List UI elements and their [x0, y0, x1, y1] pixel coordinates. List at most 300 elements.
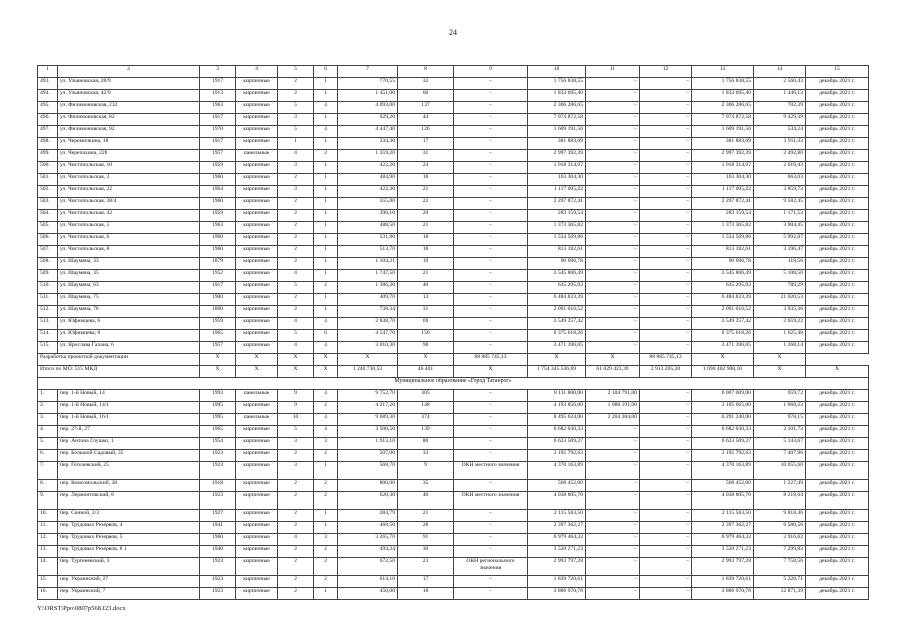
- table-cell: кирпичные: [236, 294, 278, 306]
- table-cell: 21 020,53: [754, 294, 806, 306]
- table-cell: 2 091 016,52: [692, 306, 754, 318]
- table-cell: 1: [314, 114, 338, 126]
- column-number-cell: 13: [692, 66, 754, 78]
- table-cell: 9 582,45: [754, 198, 806, 210]
- table-cell: 2: [278, 78, 314, 90]
- table-cell: пер. Большой Садовый, 35: [58, 450, 200, 462]
- table-cell: –: [454, 234, 528, 246]
- table-cell: 1959: [200, 210, 236, 222]
- table-cell: 3 806 970,78: [692, 588, 754, 600]
- table-cell: 1923: [200, 450, 236, 462]
- table-row: [38, 246, 869, 258]
- table-cell: –: [640, 462, 692, 480]
- table-cell: –: [640, 174, 692, 186]
- table-cell: 1: [314, 246, 338, 258]
- table-cell: декабрь 2021 г.: [806, 576, 869, 588]
- table-cell: 2 306 286,65: [528, 102, 586, 114]
- table-cell: 495.: [38, 102, 58, 114]
- table-cell: 3 105 665,00: [692, 402, 754, 414]
- table-cell: 9: [278, 390, 314, 402]
- table-cell: 4 038 805,70: [692, 492, 754, 510]
- table-row: [38, 330, 869, 342]
- table-cell: 21: [398, 222, 454, 234]
- table-cell: 10: [278, 414, 314, 426]
- table-cell: 635 205,03: [692, 282, 754, 294]
- table-cell: ОКН местного значения: [454, 462, 528, 480]
- table-cell: 3 806 970,78: [528, 588, 586, 600]
- table-cell: пер. Тургеневский, 3: [58, 558, 200, 576]
- table-cell: 2.: [38, 402, 58, 414]
- table-cell: 2: [278, 246, 314, 258]
- table-cell: кирпичные: [236, 330, 278, 342]
- table-cell: 1: [314, 78, 338, 90]
- table-cell: 770,55: [338, 78, 398, 90]
- table-row: [38, 294, 869, 306]
- table-cell: X: [314, 366, 338, 378]
- table-cell: 2: [278, 522, 314, 534]
- table-cell: декабрь 2021 г.: [806, 318, 869, 330]
- table-cell: 929,20: [338, 114, 398, 126]
- table-cell: 509.: [38, 270, 58, 282]
- table-cell: –: [586, 450, 640, 462]
- table-cell: 2: [314, 480, 338, 492]
- table-cell: 17: [398, 138, 454, 150]
- column-number-cell: 3: [200, 66, 236, 78]
- table-cell: декабрь 2021 г.: [806, 294, 869, 306]
- table-cell: 1913: [200, 90, 236, 102]
- table-cell: 1 018 314,07: [528, 162, 586, 174]
- table-cell: 800,60: [338, 480, 398, 492]
- column-number-cell: 8: [398, 66, 454, 78]
- table-cell: –: [640, 480, 692, 492]
- table-row: [38, 462, 869, 480]
- table-cell: декабрь 2021 г.: [806, 258, 869, 270]
- table-cell: 7.: [38, 462, 58, 480]
- table-cell: 6 291 240,00: [692, 414, 754, 426]
- table-cell: 1: [314, 186, 338, 198]
- table-cell: пер. Трудовых Резервов, 5: [58, 534, 200, 546]
- table-cell: 2 560,43: [754, 78, 806, 90]
- table-row: [38, 480, 869, 492]
- table-cell: –: [586, 270, 640, 282]
- table-cell: 3 859,73: [754, 186, 806, 198]
- table-cell: 3: [278, 162, 314, 174]
- table-cell: декабрь 2021 г.: [806, 510, 869, 522]
- table-row: [38, 402, 869, 414]
- table-cell: –: [454, 186, 528, 198]
- table-cell: 3 904,45: [754, 222, 806, 234]
- table-cell: кирпичные: [236, 342, 278, 354]
- table-cell: 1: [314, 588, 338, 600]
- table-cell: декабрь 2021 г.: [806, 438, 869, 450]
- table-cell: 2 297 872,41: [528, 198, 586, 210]
- table-cell: пер. Лермонтовский, 8: [58, 492, 200, 510]
- table-cell: 1 609 191,56: [692, 126, 754, 138]
- table-cell: –: [586, 480, 640, 492]
- table-row: [38, 414, 869, 426]
- table-row: [38, 390, 869, 402]
- table-cell: кирпичные: [236, 534, 278, 546]
- column-number-cell: 6: [314, 66, 338, 78]
- table-cell: 4 193 856,00: [528, 402, 586, 414]
- table-cell: декабрь 2021 г.: [806, 546, 869, 558]
- table-cell: 1 833 695,40: [528, 90, 586, 102]
- table-row: [38, 510, 869, 522]
- table-cell: 11.: [38, 522, 58, 534]
- table-cell: 21: [398, 270, 454, 282]
- table-row: [38, 342, 869, 354]
- table-cell: пер. 1-й Новый, 14: [58, 390, 200, 402]
- table-cell: 1 171,53: [754, 210, 806, 222]
- table-cell: –: [586, 510, 640, 522]
- table-cell: декабрь 2021 г.: [806, 414, 869, 426]
- table-cell: 422,30: [338, 186, 398, 198]
- table-cell: 2 397 362,27: [528, 522, 586, 534]
- table-cell: кирпичные: [236, 546, 278, 558]
- table-cell: 1917: [200, 138, 236, 150]
- table-cell: 959,72: [754, 390, 806, 402]
- table-cell: кирпичные: [236, 198, 278, 210]
- table-cell: кирпичные: [236, 480, 278, 492]
- table-cell: –: [640, 246, 692, 258]
- table-cell: ул. Ярослава Галана, 6: [58, 342, 200, 354]
- table-cell: 1 747,50: [338, 270, 398, 282]
- table-cell: 3.: [38, 414, 58, 426]
- table-cell: 3: [278, 438, 314, 450]
- table-cell: кирпичные: [236, 186, 278, 198]
- table-cell: X: [338, 354, 398, 366]
- table-row: [38, 150, 869, 162]
- table-row: [38, 558, 869, 576]
- table-cell: декабрь 2021 г.: [806, 342, 869, 354]
- table-cell: 1960: [200, 174, 236, 186]
- table-cell: 8 218,64: [754, 492, 806, 510]
- table-cell: –: [454, 258, 528, 270]
- table-cell: 6 623 509,27: [692, 438, 754, 450]
- table-cell: –: [640, 522, 692, 534]
- table-cell: 10 055,60: [754, 462, 806, 480]
- table-cell: –: [586, 210, 640, 222]
- table-row: [38, 234, 869, 246]
- table-row: [38, 318, 869, 330]
- table-cell: –: [640, 114, 692, 126]
- table-cell: X: [692, 354, 754, 366]
- table-cell: кирпичные: [236, 138, 278, 150]
- section-row: [38, 378, 869, 390]
- table-cell: кирпичные: [236, 426, 278, 438]
- table-row: [38, 114, 869, 126]
- table-cell: 31: [398, 306, 454, 318]
- table-cell: –: [586, 234, 640, 246]
- table-cell: –: [454, 438, 528, 450]
- table-cell: –: [640, 534, 692, 546]
- table-cell: –: [454, 138, 528, 150]
- table-cell: 1 117 005,22: [692, 186, 754, 198]
- table-cell: ул. Филимоновская, 82: [58, 114, 200, 126]
- table-cell: 2: [278, 198, 314, 210]
- table-cell: 4 447,40: [338, 126, 398, 138]
- table-cell: –: [586, 462, 640, 480]
- table-cell: 1: [314, 90, 338, 102]
- table-cell: 4: [314, 318, 338, 330]
- table-cell: кирпичные: [236, 102, 278, 114]
- summary-label: Разработка проектной документации: [38, 354, 200, 366]
- table-cell: 5.: [38, 438, 58, 450]
- table-cell: –: [454, 306, 528, 318]
- table-cell: ул. Чистопольская, 38/4: [58, 198, 200, 210]
- table-cell: кирпичные: [236, 402, 278, 414]
- column-number-cell: 2: [58, 66, 200, 78]
- table-cell: 163 304,30: [528, 174, 586, 186]
- table-cell: 2 104 791,00: [586, 390, 640, 402]
- table-cell: 1923: [200, 576, 236, 588]
- table-cell: 22: [398, 198, 454, 210]
- table-cell: 2: [278, 588, 314, 600]
- table-cell: 3: [278, 114, 314, 126]
- table-cell: кирпичные: [236, 522, 278, 534]
- page-number: 24: [449, 28, 457, 37]
- table-cell: 20: [398, 210, 454, 222]
- table-cell: 2 993 797,28: [528, 558, 586, 576]
- table-cell: –: [586, 522, 640, 534]
- table-cell: декабрь 2021 г.: [806, 426, 869, 438]
- table-cell: –: [454, 90, 528, 102]
- table-cell: 305: [398, 390, 454, 402]
- table-cell: 33: [398, 450, 454, 462]
- table-cell: декабрь 2021 г.: [806, 126, 869, 138]
- table-cell: 1965: [200, 426, 236, 438]
- table-cell: 568 452,00: [528, 480, 586, 492]
- table-cell: 1995: [200, 414, 236, 426]
- table-cell: –: [454, 246, 528, 258]
- table-cell: X: [586, 354, 640, 366]
- table-cell: декабрь 2021 г.: [806, 186, 869, 198]
- table-cell: –: [454, 222, 528, 234]
- table-cell: кирпичные: [236, 234, 278, 246]
- table-cell: пер. 27-й, 27: [58, 426, 200, 438]
- table-cell: –: [586, 174, 640, 186]
- table-cell: 4: [314, 414, 338, 426]
- table-cell: 61 029 423,39: [586, 366, 640, 378]
- table-cell: 13.: [38, 546, 58, 558]
- table-cell: 98: [398, 342, 454, 354]
- table-cell: –: [640, 390, 692, 402]
- table-row: [38, 174, 869, 186]
- table-cell: 2 993 797,28: [692, 558, 754, 576]
- table-cell: 2: [278, 492, 314, 510]
- table-row: [38, 102, 869, 114]
- table-cell: –: [640, 450, 692, 462]
- table-cell: 3 500,50: [338, 426, 398, 438]
- table-row: [38, 438, 869, 450]
- table-cell: 9 818,46: [754, 510, 806, 522]
- table-cell: –: [640, 198, 692, 210]
- table-cell: 1 833 695,40: [692, 90, 754, 102]
- table-cell: 3 471 396,05: [692, 342, 754, 354]
- table-cell: 531,80: [338, 234, 398, 246]
- table-cell: декабрь 2021 г.: [806, 462, 869, 480]
- table-cell: –: [640, 294, 692, 306]
- table-row: [38, 546, 869, 558]
- table-cell: 484,90: [338, 174, 398, 186]
- table-row: [38, 198, 869, 210]
- table-cell: –: [640, 576, 692, 588]
- table-cell: 409,70: [338, 294, 398, 306]
- table-cell: –: [640, 318, 692, 330]
- table-cell: 2: [278, 174, 314, 186]
- table-cell: 1: [314, 510, 338, 522]
- table-cell: X: [454, 366, 528, 378]
- table-cell: 284,79: [338, 510, 398, 522]
- table-cell: 4: [278, 318, 314, 330]
- table-cell: ул. Чистопольская, 42: [58, 210, 200, 222]
- table-row: [38, 588, 869, 600]
- table-row: [38, 534, 869, 546]
- table-cell: декабрь 2021 г.: [806, 198, 869, 210]
- table-cell: 513,70: [338, 246, 398, 258]
- table-cell: 2: [314, 576, 338, 588]
- table-cell: –: [640, 138, 692, 150]
- table-cell: декабрь 2021 г.: [806, 246, 869, 258]
- table-cell: декабрь 2021 г.: [806, 534, 869, 546]
- table-cell: 3 471 396,05: [528, 342, 586, 354]
- table-cell: 1: [314, 294, 338, 306]
- summary-row: [38, 354, 869, 366]
- table-cell: кирпичные: [236, 510, 278, 522]
- table-row: [38, 522, 869, 534]
- table-cell: –: [640, 186, 692, 198]
- table-cell: –: [454, 450, 528, 462]
- table-cell: –: [586, 426, 640, 438]
- table-cell: –: [586, 162, 640, 174]
- table-cell: 2: [314, 450, 338, 462]
- table-cell: кирпичные: [236, 222, 278, 234]
- table-cell: 1 240 730,53: [338, 366, 398, 378]
- table-cell: 1 609 191,56: [528, 126, 586, 138]
- table-cell: –: [454, 162, 528, 174]
- table-cell: декабрь 2021 г.: [806, 138, 869, 150]
- table-cell: 502.: [38, 186, 58, 198]
- table-cell: ул. Филимоновская, 232: [58, 102, 200, 114]
- table-cell: –: [640, 270, 692, 282]
- table-cell: –: [586, 330, 640, 342]
- column-number-cell: 10: [528, 66, 586, 78]
- table-cell: 4.: [38, 426, 58, 438]
- table-cell: –: [640, 126, 692, 138]
- table-cell: 514.: [38, 330, 58, 342]
- table-row: [38, 186, 869, 198]
- table-cell: –: [640, 510, 692, 522]
- table-cell: кирпичные: [236, 114, 278, 126]
- column-number-cell: 7: [338, 66, 398, 78]
- table-cell: 1923: [200, 492, 236, 510]
- table-cell: 4 038 805,70: [528, 492, 586, 510]
- table-cell: –: [586, 546, 640, 558]
- table-cell: 7 407,96: [754, 450, 806, 462]
- table-cell: 1: [314, 522, 338, 534]
- table-cell: 8 495 624,00: [528, 414, 586, 426]
- table-row: [38, 306, 869, 318]
- column-number-cell: 9: [454, 66, 528, 78]
- table-cell: 511.: [38, 294, 58, 306]
- table-cell: 7 074 872,58: [528, 114, 586, 126]
- table-cell: 1: [314, 162, 338, 174]
- table-cell: –: [640, 78, 692, 90]
- table-cell: 1917: [200, 282, 236, 294]
- table-cell: 3: [314, 534, 338, 546]
- table-cell: ул. Черемичкина, 18: [58, 138, 200, 150]
- table-cell: 5: [278, 426, 314, 438]
- table-cell: ул. Шаумяна, 33: [58, 258, 200, 270]
- table-cell: 2: [278, 222, 314, 234]
- table-cell: 1952: [200, 270, 236, 282]
- table-cell: 234,30: [338, 138, 398, 150]
- table-cell: 494,24: [338, 546, 398, 558]
- table-cell: –: [586, 198, 640, 210]
- table-cell: 1923: [200, 462, 236, 480]
- table-cell: кирпичные: [236, 576, 278, 588]
- table-cell: 1: [314, 198, 338, 210]
- table-cell: пер. Комсомольский, 38: [58, 480, 200, 492]
- table-cell: –: [640, 150, 692, 162]
- table-cell: 2: [278, 306, 314, 318]
- table-cell: 7 074 872,58: [692, 114, 754, 126]
- table-cell: кирпичные: [236, 318, 278, 330]
- table-cell: 3: [314, 438, 338, 450]
- table-cell: 1 911,33: [754, 138, 806, 150]
- table-cell: 3 520 271,23: [528, 546, 586, 558]
- table-cell: кирпичные: [236, 258, 278, 270]
- table-cell: –: [640, 330, 692, 342]
- table-cell: X: [314, 354, 338, 366]
- table-cell: 2 838,70: [338, 318, 398, 330]
- summary-label: Итого по МО: 515 МКД: [38, 366, 200, 378]
- table-cell: 9 429,39: [754, 114, 806, 126]
- table-cell: –: [586, 576, 640, 588]
- table-cell: X: [398, 354, 454, 366]
- table-cell: 17: [398, 576, 454, 588]
- table-cell: кирпичные: [236, 306, 278, 318]
- table-cell: –: [454, 102, 528, 114]
- table-cell: кирпичные: [236, 210, 278, 222]
- table-cell: пер. Антона Глушко, 1: [58, 438, 200, 450]
- table-cell: –: [454, 114, 528, 126]
- table-cell: 2: [278, 258, 314, 270]
- table-row: [38, 426, 869, 438]
- table-cell: 1993: [200, 390, 236, 402]
- table-cell: 505.: [38, 222, 58, 234]
- table-cell: 2 204 384,00: [586, 414, 640, 426]
- table-row: [38, 78, 869, 90]
- table-cell: 8.: [38, 480, 58, 492]
- table-cell: 1 756 838,55: [528, 78, 586, 90]
- table-cell: 139: [398, 426, 454, 438]
- table-cell: 7 758,56: [754, 558, 806, 576]
- table-cell: 499.: [38, 150, 58, 162]
- table-cell: 1941: [200, 522, 236, 534]
- table-cell: ул. Шаумяна, 75: [58, 294, 200, 306]
- table-cell: 4: [314, 426, 338, 438]
- table-cell: 3 545 806,49: [692, 270, 754, 282]
- table-cell: 28: [398, 522, 454, 534]
- table-cell: пер. Гоголевский, 25: [58, 462, 200, 480]
- table-cell: 3 010,30: [338, 342, 398, 354]
- table-cell: 508.: [38, 258, 58, 270]
- table-cell: 381 883,09: [528, 138, 586, 150]
- table-cell: декабрь 2021 г.: [806, 450, 869, 462]
- table-cell: 18: [398, 234, 454, 246]
- table-cell: 6 623 509,27: [528, 438, 586, 450]
